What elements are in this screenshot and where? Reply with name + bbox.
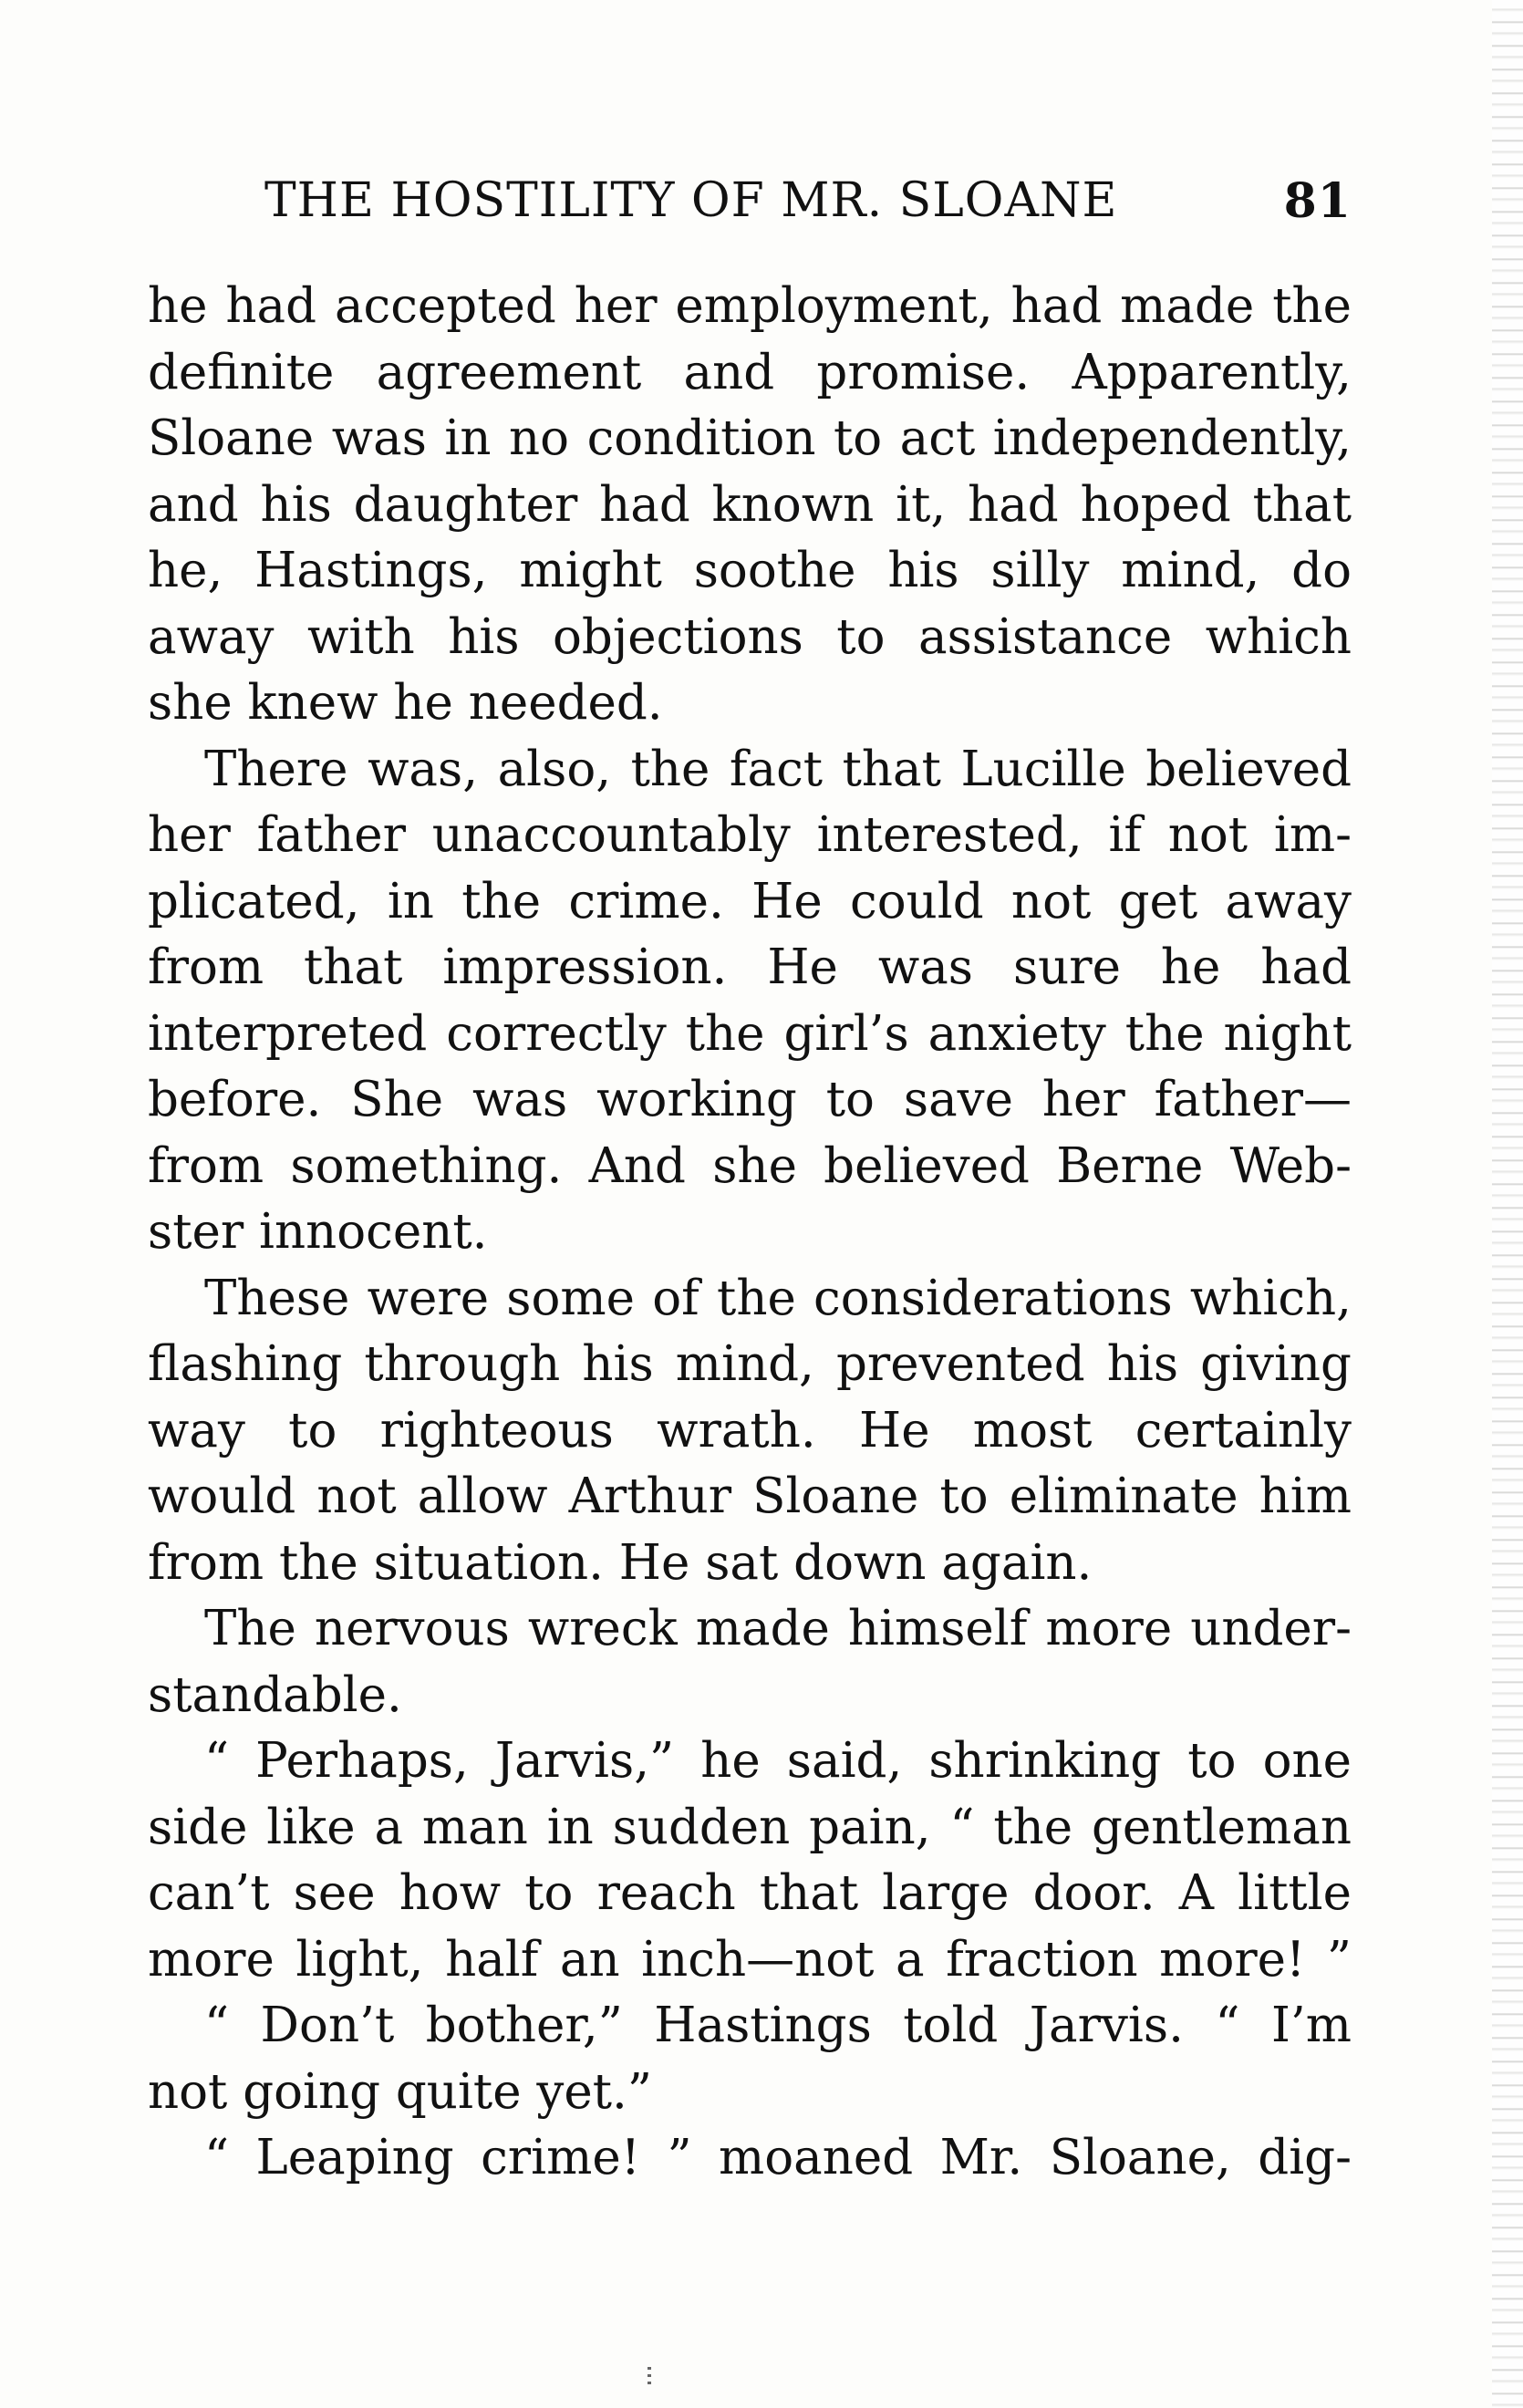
text-line: from that impression. He was sure he had — [148, 939, 1352, 995]
running-head — [148, 173, 1352, 246]
text-line: from the situation. He sat down again. — [148, 1534, 1093, 1591]
text-line: way to righteous wrath. He most certainly — [148, 1402, 1352, 1458]
text-line: There was, also, the fact that Lucille believed — [204, 741, 1352, 797]
text-line: definite agreement and promise. Apparently, — [148, 344, 1352, 400]
text-line: can’t see how to reach that large door. A little — [148, 1865, 1352, 1921]
text-line: side like a man in sudden pain, “ the gentleman — [148, 1799, 1352, 1855]
text-line: flashing through his mind, prevented his giving — [148, 1336, 1352, 1392]
text-line: These were some of the considerations which, — [204, 1270, 1352, 1326]
text-line: he had accepted her employment, had made the — [148, 278, 1352, 334]
text-line: more light, half an inch—not a fraction more! ” — [148, 1931, 1352, 1988]
text-line: standable. — [148, 1666, 402, 1723]
text-line: ster innocent. — [148, 1204, 488, 1260]
text-line: would not allow Arthur Sloane to eliminate him — [148, 1469, 1352, 1524]
text-line: before. She was working to save her father— — [148, 1072, 1352, 1127]
page-edge-scan-artifact — [1492, 0, 1523, 2408]
text-line: interpreted correctly the girl’s anxiety the night — [148, 1005, 1352, 1062]
text-line: from something. And she believed Berne Web- — [148, 1137, 1352, 1194]
running-head-title: THE HOSTILITY OF MR. SLOANE — [264, 173, 1118, 228]
text-line: Sloane was in no condition to act independently, — [148, 410, 1352, 466]
text-line: “ Don’t bother,” Hastings told Jarvis. “ I’m — [204, 1998, 1352, 2053]
scan-speck — [648, 2367, 651, 2387]
text-line: he, Hastings, might soothe his silly mind, do — [148, 543, 1352, 598]
page-number: 81 — [1283, 173, 1352, 229]
text-line: away with his objections to assistance which — [148, 608, 1352, 665]
text-line: “ Leaping crime! ” moaned Mr. Sloane, dig- — [204, 2130, 1352, 2185]
text-line: she knew he needed. — [148, 675, 663, 731]
body-text — [148, 274, 1352, 2192]
text-line: “ Perhaps, Jarvis,” he said, shrinking to one — [204, 1733, 1352, 1789]
text-line: her father unaccountably interested, if not im- — [148, 807, 1352, 863]
text-line: and his daughter had known it, had hoped that — [148, 476, 1352, 533]
text-line: not going quite yet.” — [148, 2063, 652, 2120]
text-line: plicated, in the crime. He could not get away — [148, 873, 1352, 929]
text-line: The nervous wreck made himself more under- — [204, 1601, 1352, 1656]
